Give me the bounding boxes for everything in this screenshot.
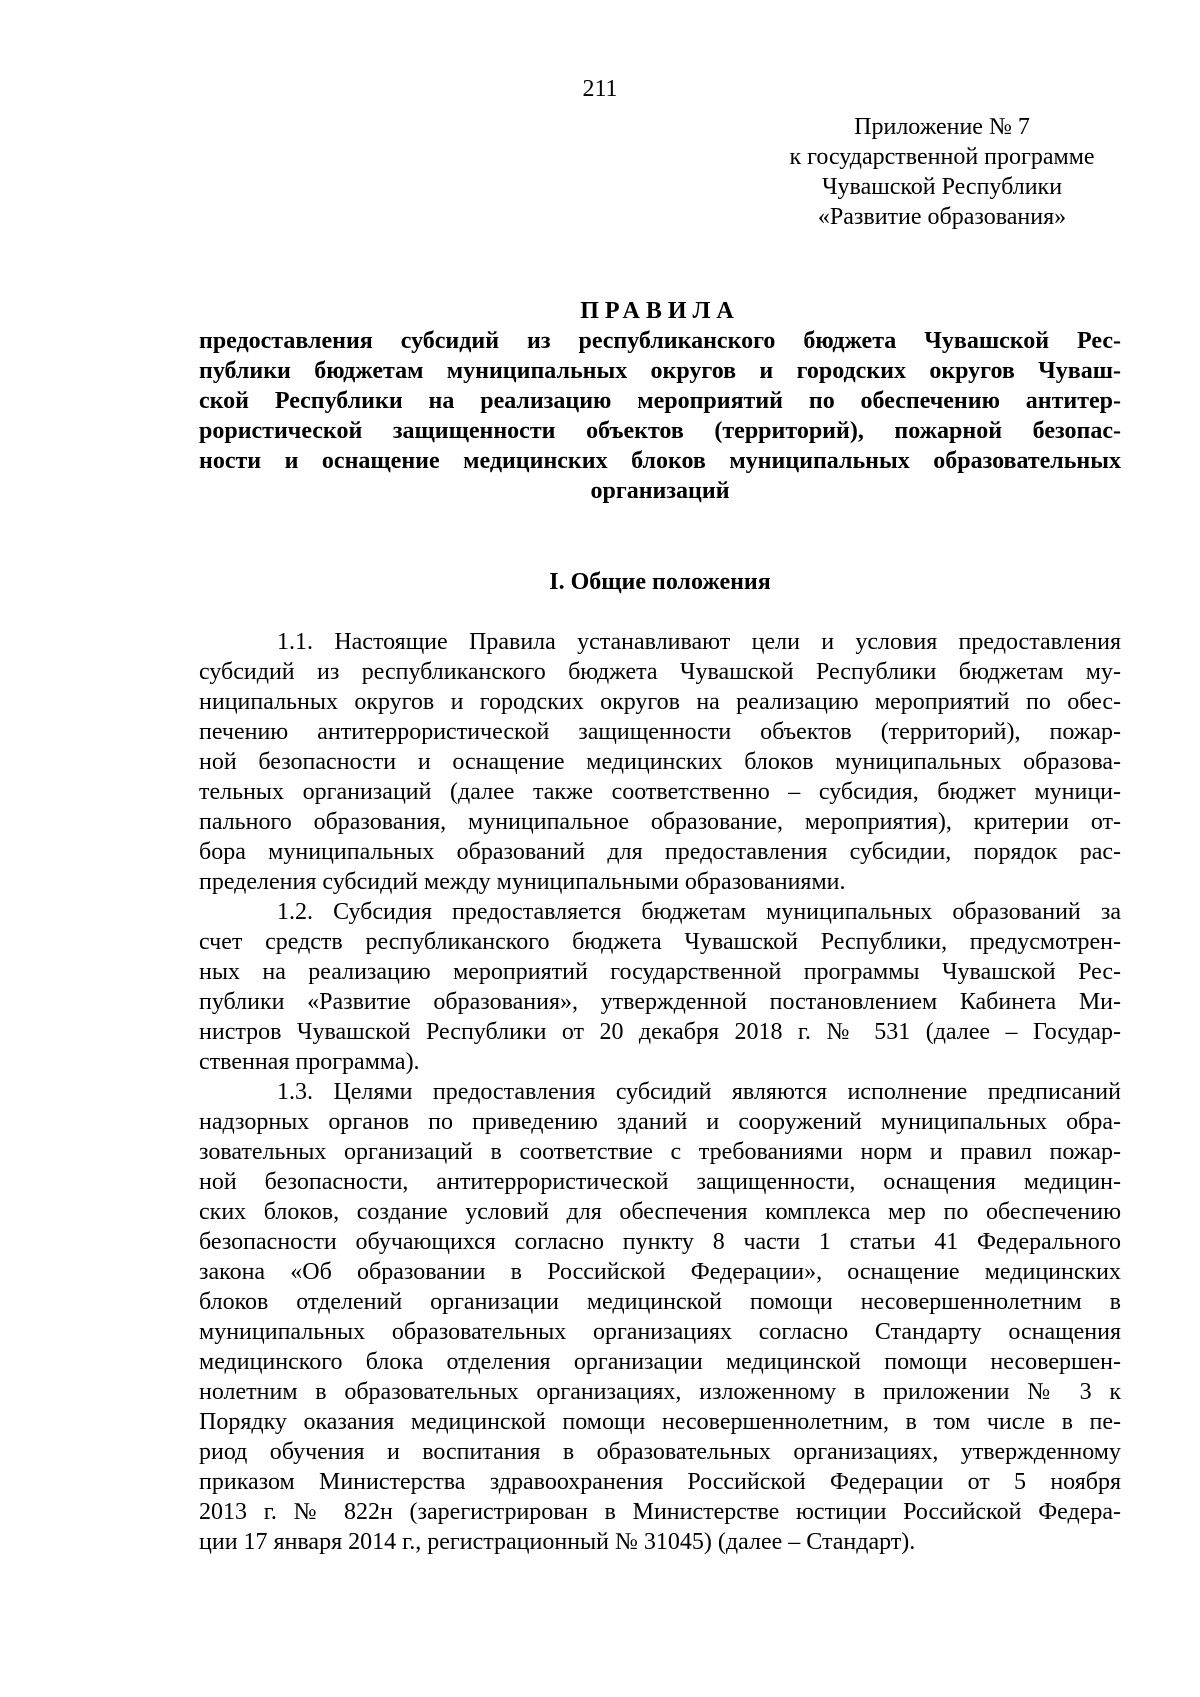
text-line: ственная программа). <box>199 1049 420 1075</box>
text-line: ции 17 января 2014 г., регистрационный № 31045) (далее – Стандарт). <box>199 1529 916 1555</box>
text-line: ских блоков, создание условий для обеспечения комплекса мер по обеспечению <box>199 1199 1121 1225</box>
title-block <box>199 296 1121 506</box>
text-line: надзорных органов по приведению зданий и сооружений муниципальных обра- <box>199 1109 1121 1135</box>
document-title: ПРАВИЛА <box>580 298 740 324</box>
text-line: субсидий из республиканского бюджета Чувашской Республики бюджетам му- <box>199 659 1121 685</box>
paragraph-1-1 <box>199 627 1121 897</box>
text-line: пального образования, муниципальное образование, мероприятия), критерии от- <box>199 809 1121 835</box>
text-line: ной безопасности, антитеррористической защищенности, оснащения медицин- <box>199 1169 1121 1195</box>
text-line: бора муниципальных образований для предоставления субсидии, порядок рас- <box>199 839 1121 865</box>
text-line: 2013 г. № 822н (зарегистрирован в Министерстве юстиции Российской Федера- <box>199 1499 1121 1525</box>
page-number: 211 <box>582 76 618 102</box>
paragraph-1-2 <box>199 897 1121 1077</box>
body-text <box>199 627 1121 1557</box>
text-line: блоков отделений организации медицинской помощи несовершеннолетним в <box>199 1289 1121 1315</box>
appendix-line: Чувашской Республики <box>821 174 1063 200</box>
text-line: ных на реализацию мероприятий государственной программы Чувашской Рес- <box>199 959 1121 985</box>
text-line: безопасности обучающихся согласно пункту 8 части 1 статьи 41 Федерального <box>199 1229 1121 1255</box>
text-line: счет средств республиканского бюджета Чувашской Республики, предусмотрен- <box>199 929 1121 955</box>
text-line: публики «Развитие образования», утвержденной постановлением Кабинета Ми- <box>199 989 1121 1015</box>
text-line: приказом Министерства здравоохранения Российской Федерации от 5 ноября <box>199 1469 1121 1495</box>
appendix-line: Приложение № 7 <box>854 114 1030 140</box>
text-line: Порядку оказания медицинской помощи несовершеннолетним, в том числе в пе- <box>199 1409 1121 1435</box>
text-line: зовательных организаций в соответствие с требованиями норм и правил пожар- <box>199 1139 1121 1165</box>
appendix-line: к государственной программе <box>789 144 1095 170</box>
text-line: печению антитеррористической защищенности объектов (территорий), пожар- <box>199 719 1121 745</box>
text-line: риод обучения и воспитания в образовательных организациях, утвержденному <box>199 1439 1121 1465</box>
section-heading: I. Общие положения <box>549 569 771 595</box>
text-line: ниципальных округов и городских округов на реализацию мероприятий по обес- <box>199 689 1121 715</box>
text-line: пределения субсидий между муниципальными образованиями. <box>199 869 846 895</box>
subtitle-line: ности и оснащение медицинских блоков муниципальных образовательных <box>199 448 1121 474</box>
paragraph-1-3 <box>199 1077 1121 1557</box>
text-line: тельных организаций (далее также соответственно – субсидия, бюджет муници- <box>199 779 1121 805</box>
document-subtitle <box>199 326 1121 506</box>
subtitle-line: рористической защищенности объектов (территорий), пожарной безопас- <box>199 418 1121 444</box>
appendix-header <box>762 112 1122 232</box>
text-line: ной безопасности и оснащение медицинских блоков муниципальных образова- <box>199 749 1121 775</box>
subtitle-line: предоставления субсидий из республиканского бюджета Чувашской Рес- <box>199 328 1121 354</box>
text-line: нистров Чувашской Республики от 20 декабря 2018 г. № 531 (далее – Государ- <box>199 1019 1121 1045</box>
text-line: закона «Об образовании в Российской Федерации», оснащение медицинских <box>199 1259 1121 1285</box>
text-line: нолетним в образовательных организациях, изложенному в приложении № 3 к <box>199 1379 1121 1405</box>
text-line: муниципальных образовательных организациях согласно Стандарту оснащения <box>199 1319 1121 1345</box>
text-line: 1.2. Субсидия предоставляется бюджетам муниципальных образований за <box>277 899 1121 925</box>
appendix-line: «Развитие образования» <box>817 204 1067 230</box>
subtitle-line: публики бюджетам муниципальных округов и городских округов Чуваш- <box>199 358 1121 384</box>
text-line: 1.3. Целями предоставления субсидий являются исполнение предписаний <box>277 1079 1121 1105</box>
text-line: 1.1. Настоящие Правила устанавливают цели и условия предоставления <box>277 629 1121 655</box>
subtitle-line: ской Республики на реализацию мероприятий по обеспечению антитер- <box>199 388 1121 414</box>
subtitle-line: организаций <box>590 478 730 504</box>
text-line: медицинского блока отделения организации медицинской помощи несовершен- <box>199 1349 1121 1375</box>
